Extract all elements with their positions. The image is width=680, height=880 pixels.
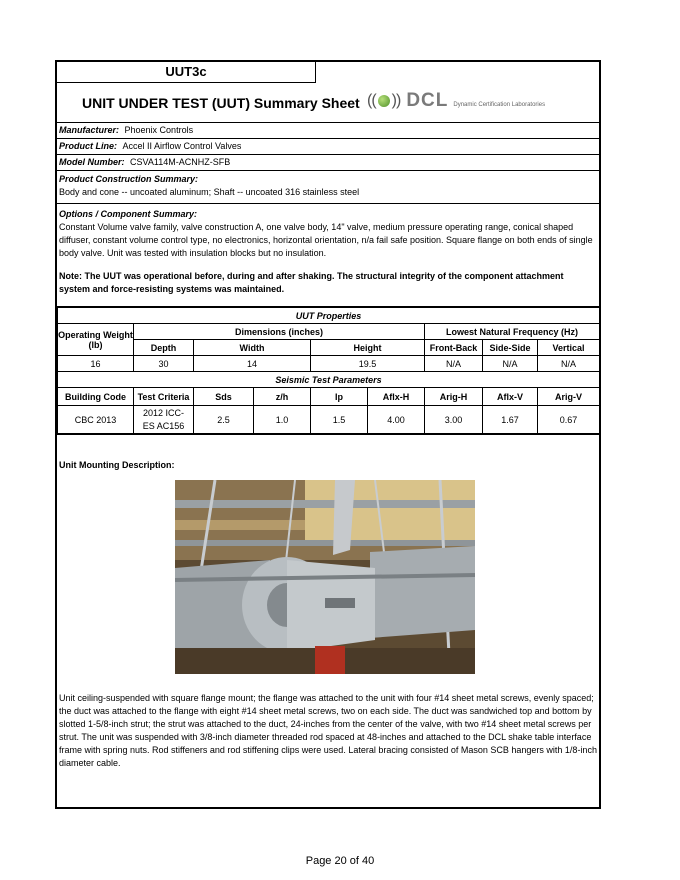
seismic-title: Seismic Test Parameters — [58, 372, 600, 388]
manufacturer-row — [57, 123, 599, 139]
page-number: Page 20 of 40 — [305, 855, 375, 867]
width-header: Width — [194, 340, 311, 356]
side-side-header: Side-Side — [483, 340, 538, 356]
frequency-header: Lowest Natural Frequency (Hz) — [425, 324, 600, 340]
uut-properties-table — [57, 307, 600, 435]
arig-h-header: Arig-H — [425, 388, 483, 406]
header-row — [57, 82, 599, 123]
ip-header: Ip — [311, 388, 368, 406]
sds-header: Sds — [194, 388, 254, 406]
uut-id: UUT3c — [57, 62, 316, 83]
zh-header: z/h — [254, 388, 311, 406]
product-line-label: Product Line: — [59, 141, 117, 151]
green-dot-icon — [378, 95, 390, 107]
product-line-value: Accel II Airflow Control Valves — [122, 141, 242, 151]
sheet-title: UNIT UNDER TEST (UUT) Summary Sheet — [82, 95, 360, 111]
width-value: 14 — [194, 356, 311, 372]
ip-value: 1.5 — [311, 406, 368, 435]
logo-full-name: Dynamic Certification Laboratories — [453, 101, 546, 108]
manufacturer-value: Phoenix Controls — [124, 125, 194, 135]
height-value: 19.5 — [311, 356, 425, 372]
options-value: Constant Volume valve family, valve construction A, one valve body, 14" valve, medium pressure operating range, conical shaped diffuser, constant volume control type, no electronics, horizontal orientation, n/a fail safe position. Square flange on both ends of single body valve. Unit was tested with insulation blocks but no insulation. — [59, 222, 593, 258]
weight-value: 16 — [58, 356, 134, 372]
operating-weight-header: Operating Weight (lb) — [58, 324, 134, 356]
aflx-v-header: Aflx-V — [483, 388, 538, 406]
manufacturer-label: Manufacturer: — [59, 125, 120, 135]
options-label: Options / Component Summary: — [59, 209, 198, 219]
construction-row — [57, 171, 599, 204]
vertical-value: N/A — [538, 356, 600, 372]
summary-sheet — [55, 60, 601, 809]
dcl-logo — [367, 90, 545, 112]
aflx-h-header: Aflx-H — [368, 388, 425, 406]
building-code-header: Building Code — [58, 388, 134, 406]
mounting-description: Unit ceiling-suspended with square flange mount; the flange was attached to the unit with four #14 sheet metal screws, evenly spaced; the duct was attached to the flange with eight #14 sheet metal screws, two on each side. The duct was sandwiched top and bottom by slotted 1-5/8-inch strut; the strut was attached to the duct, 24-inches from the center of the valve, with two #14 sheet metal screws per strut. The unit was suspended with 3/8-inch diameter threaded rod spaced at 48-inches and attached to the DCL shake table interface frame with spring nuts. Rod stiffeners and rod stiffening clips were used. Lateral bracing consisted of Mason SCB hangers with 1/8-inch diameter cable. — [59, 693, 597, 768]
arig-v-header: Arig-V — [538, 388, 600, 406]
options-row — [57, 204, 599, 307]
logo-text: DCL — [406, 90, 449, 111]
zh-value: 1.0 — [254, 406, 311, 435]
signal-waves-icon: (( — [367, 92, 376, 109]
unit-mounting-photo — [175, 480, 475, 674]
mounting-label: Unit Mounting Description: — [59, 460, 175, 470]
section-divider — [57, 433, 599, 434]
side-side-value: N/A — [483, 356, 538, 372]
model-number-label: Model Number: — [59, 157, 125, 167]
test-criteria-value: 2012 ICC-ES AC156 — [134, 406, 194, 435]
aflx-v-value: 1.67 — [483, 406, 538, 435]
building-code-value: CBC 2013 — [58, 406, 134, 435]
dimensions-header: Dimensions (inches) — [134, 324, 425, 340]
model-number-value: CSVA114M-ACNHZ-SFB — [130, 157, 231, 167]
product-line-row — [57, 139, 599, 155]
vertical-header: Vertical — [538, 340, 600, 356]
sds-value: 2.5 — [194, 406, 254, 435]
construction-label: Product Construction Summary: — [59, 174, 199, 184]
depth-header: Depth — [134, 340, 194, 356]
uut-properties-title: UUT Properties — [58, 308, 600, 324]
arig-h-value: 3.00 — [425, 406, 483, 435]
signal-waves-icon-right: )) — [391, 92, 401, 109]
arig-v-value: 0.67 — [538, 406, 600, 435]
height-header: Height — [311, 340, 425, 356]
front-back-header: Front-Back — [425, 340, 483, 356]
test-criteria-header: Test Criteria — [134, 388, 194, 406]
operational-note: Note: The UUT was operational before, during and after shaking. The structural integrity of the component attachment system and force-resisting systems was maintained. — [59, 271, 564, 294]
front-back-value: N/A — [425, 356, 483, 372]
model-number-row — [57, 155, 599, 171]
aflx-h-value: 4.00 — [368, 406, 425, 435]
depth-value: 30 — [134, 356, 194, 372]
construction-value: Body and cone -- uncoated aluminum; Shaft -- uncoated 316 stainless steel — [59, 187, 360, 197]
